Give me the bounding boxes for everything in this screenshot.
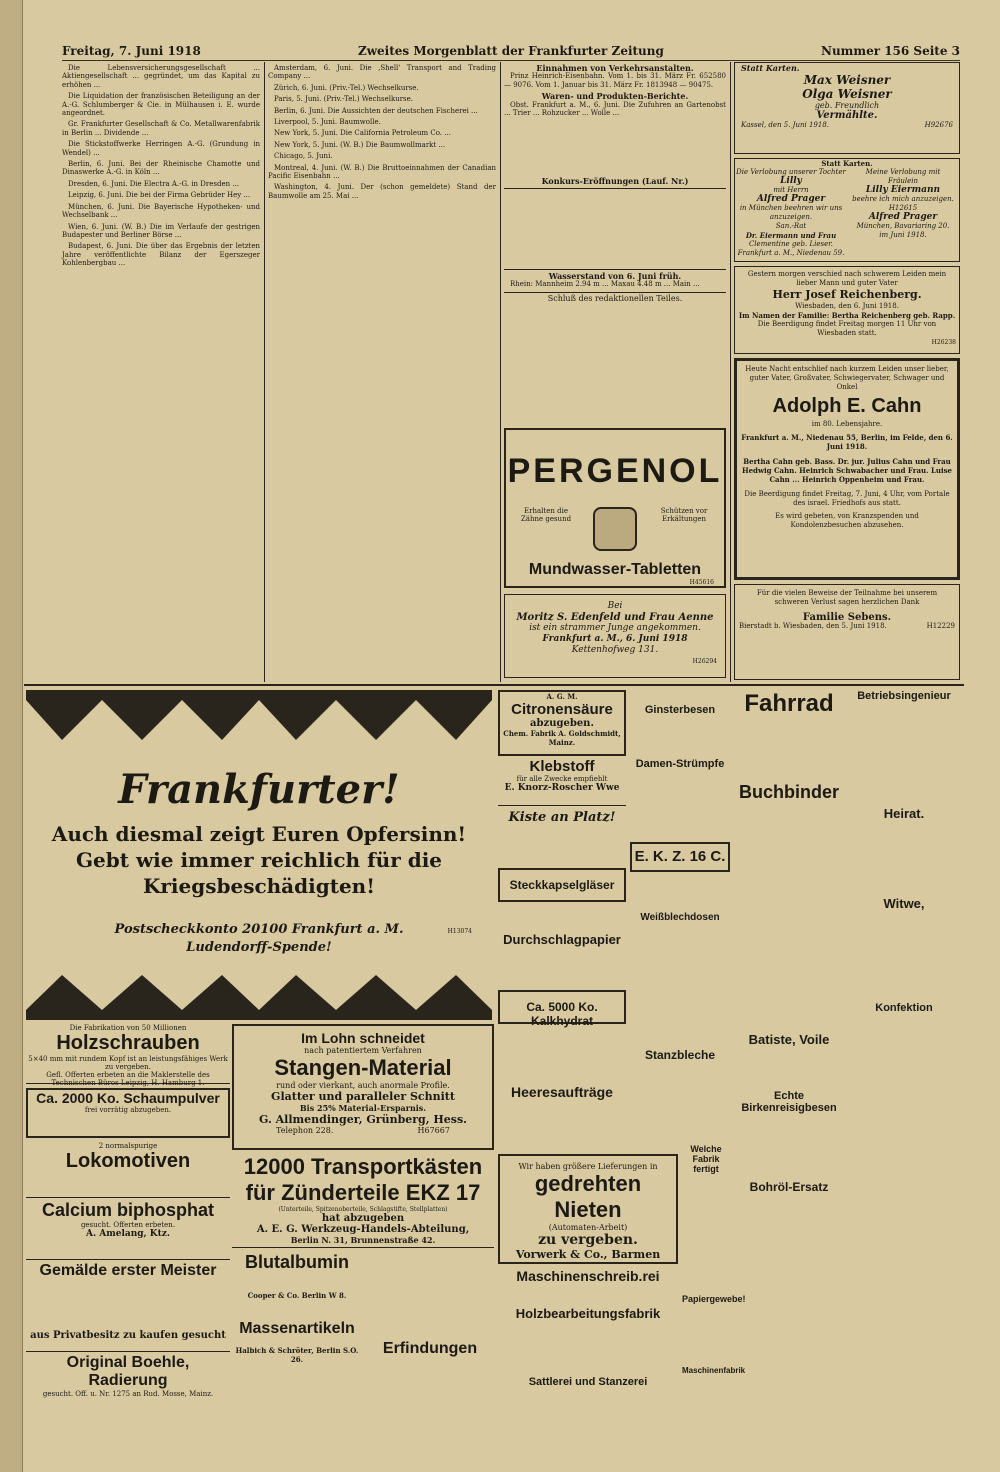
gemaelde-title: Gemälde erster Meister [39,1262,217,1279]
lohn-sub: nach patentiertem Verfahren [304,1046,422,1055]
ekz-title: E. K. Z. 16 C. [634,848,726,865]
citronen-sub: abzugeben. [530,718,594,729]
maschinenfabrik-title: Maschinenfabrik [682,1366,746,1375]
loko-title: Lokomotiven [65,1150,191,1172]
holzbearb-ad [498,1306,678,1330]
finance-item: Chicago, 5. Juni. [274,152,333,161]
kiste-title: Kiste an Platz! [508,810,616,825]
eng-right-7: im Juni 1918. [879,231,927,239]
konkurs-note: (Lauf. Nr.) [641,176,689,187]
sattlerei-title: Sattlerei und Stanzerei [528,1376,648,1388]
nieten-ad [498,1154,678,1264]
finance-item: New York, 5. Juni. (W. B.) Die Baumwollmarkt ... [274,140,446,149]
schaum-text: frei vorrätig abzugeben. [84,1106,172,1114]
konfektion-ad [848,1002,960,1022]
lohn-title: Im Lohn schneidet [301,1030,425,1046]
lokomotiven-ad [26,1142,230,1198]
finance-item: Dresden, 6. Juni. Die Electra A.-G. in Dresden ... [68,179,240,188]
birth-names: Moritz S. Edenfeld und Frau Aenne [516,612,714,623]
betrieb-title: Betriebsingenieur [857,690,951,702]
ginster-title: Ginsterbesen [644,704,716,716]
transport-l3: (Unterteile, Spitzenoberteile, Schlagstifte, Stellplatten) [278,1206,448,1213]
klebstoff-ad [498,758,626,806]
notices-column [504,64,726,424]
lohn-l1: rund oder vierkant, auch anormale Profile. [276,1081,450,1090]
kalk-ad [498,990,626,1028]
finance-item: München, 6. Juni. Die Bayerische Hypotheken- und Wechselbank ... [62,202,260,220]
batiste-title: Batiste, Voile [748,1032,830,1047]
birth-street: Kettenhofweg 131. [571,645,659,655]
pergenol-code: H45616 [689,579,714,586]
reichenberg-obituary [734,266,960,354]
calc-title: Calcium biphosphat [41,1200,214,1220]
finance-item: Die Liquidation der französischen Beteiligung an der A.-G. Schlumberger & Cie. in Mülhausen i. E. wurde angeordnet. [62,92,260,118]
heeres-title: Heeresaufträge [511,1084,613,1100]
holz-addr: Gefl. Offerten erbeten an die Maklerstelle des Technischen Büros Leipzig, H. Hamburg 1. [46,1071,210,1087]
sattlerei-ad [498,1376,678,1396]
boehle-text: gesucht. Off. u. Nr. 1275 an Rud. Mosse, Mainz. [42,1390,214,1398]
column-rule [500,62,501,682]
sebens-signature: Familie Sebens. [802,612,892,623]
statt-karten: Statt Karten. [741,63,800,73]
transport-l4: hat abzugeben [321,1213,405,1224]
finance-item: Budapest, 6. Juni. Die über das Ergebnis der letzten Jahre veröffentlichte Bilanz der Egerszeger Kohlenbergbau ... [62,242,260,268]
blut-title: Blutalbumin [245,1252,349,1272]
stanz-ad [630,1048,730,1074]
column-rule [264,62,265,682]
page-header [62,44,960,61]
erfindungen-ad [366,1340,494,1370]
stanz-title: Stanzbleche [644,1048,716,1062]
finance-item: Amsterdam, 6. Juni. Die ,Shell' Transport and Trading Company ... [268,64,496,81]
finance-column-2 [268,64,496,680]
finance-column-1 [62,64,260,680]
agm: A. G. M. [546,692,578,701]
obit-intro: Gestern morgen verschied nach schwerem Leiden mein lieber Mann und guter Vater [747,270,947,287]
wedding-code: H92676 [924,121,953,129]
obit-place: Wiesbaden, den 6. Juni 1918. [795,302,899,310]
massen-title: Massenartikeln [239,1320,355,1337]
eng-left-9: Frankfurt a. M., Niedenau 59. [737,249,845,257]
eng-left-1: Die Verlobung unserer Tochter [736,168,846,176]
klebstoff-title: Klebstoff [529,758,595,775]
transport-l1: 12000 Transportkästen [243,1154,483,1179]
transport-l6: Berlin N. 31, Brunnenstraße 42. [290,1235,436,1245]
schaumpulver-ad [26,1088,230,1138]
birken-ad [734,1090,844,1124]
amelang: A. Amelang, Ktz. [85,1229,171,1239]
lohn-firm: G. Allmendinger, Grünberg, Hess. [258,1113,468,1126]
weiss-title: Weißblechdosen [640,912,720,923]
holzbearb-title: Holzbearbeitungsfabrik [515,1306,661,1321]
eng-right-5: Alfred Prager [868,212,938,222]
finance-item: Berlin, 6. Juni. Die Aussichten der deutschen Fischerei ... [274,106,478,115]
nieten-l2: gedrehten Nieten [534,1171,642,1222]
eng-left-5: in München beehren wir uns anzuzeigen. [739,204,843,221]
obit-code: H26238 [931,339,956,346]
kalk-title: Ca. 5000 Ko. Kalkhydrat [526,1000,598,1028]
eng-right-1: Meine Verlobung mit [865,168,941,176]
massen-ad [232,1310,362,1370]
sebens-place: Bierstadt b. Wiesbaden, den 5. Juni 1918. [739,622,887,630]
goldschmidt: Chem. Fabrik A. Goldschmidt, Mainz. [503,729,621,747]
cahn-age: im 80. Lebensjahre. [811,420,883,428]
citronen-title: Citronensäure [511,701,613,718]
pergenol-ad [504,428,726,588]
steckkapsel-ad [498,868,626,902]
cahn-place: Frankfurt a. M., Niedenau 55, Berlin, im Felde, den 6. Juni 1918. [741,433,953,451]
sebens-intro: Für die vielen Beweise der Teilnahme bei unserem schweren Verlust sagen herzlichen Dank [756,589,938,606]
papier-title: Papiergewebe! [682,1294,746,1304]
schaum-title: Ca. 2000 Ko. Schaumpulver [36,1090,220,1106]
lohn-code: H67667 [417,1126,450,1135]
finance-item: Wien, 6. Juni. (W. B.) Die im Verlaufe der gestrigen Budapester und Berliner Börse ... [62,222,260,239]
einnahmen-text: Prinz Heinrich-Eisenbahn. Vom 1. bis 31. März Fr. 652580 — 9076. Vom 1. Januar bis 31. März Fr. 1813948 — 90475. [504,72,726,89]
adjacent-page-edge [0,0,23,1472]
finance-item: Zürich, 6. Juni. (Priv.-Tel.) Wechselkurse. [274,83,419,92]
eng-left-2: Lilly [780,176,802,186]
bohrol-ad [734,1180,844,1216]
lohn-ad [232,1024,494,1150]
privat-title: aus Privatbesitz zu kaufen gesucht [30,1330,226,1341]
frankfurter-code: H13074 [447,928,472,935]
kiste-ad [498,810,626,840]
frankfurter-line3: Kriegsbeschädigten! [143,874,375,898]
header-masthead: Zweites Morgenblatt der Frankfurter Zeitung [357,44,664,58]
lohn-tel: Telephon 228. [276,1126,334,1135]
lohn-l2: Glatter und paralleler Schnitt [271,1090,455,1103]
finance-item: Die Stickstoffwerke Herringen A.-G. (Grundung in Wendel) ... [62,140,260,157]
knorz: E. Knorz-Roscher Wwe [504,783,620,793]
pergenol-right: Schützen vor Erkältungen [660,507,708,523]
birken-title: Echte Birkenreisigbesen [741,1090,837,1114]
finance-item: Berlin, 6. Juni. Bei der Rheinische Chamotte und Dinaswerke A.-G. in Köln ... [62,160,260,177]
konkurs-heading: Konkurs-Eröffnungen [541,176,640,187]
obit-name: Herr Josef Reichenberg. [772,288,922,301]
einnahmen-heading: Einnahmen von Verkehrsanstalten. [536,63,694,73]
erfind-title: Erfindungen [382,1340,478,1357]
wasserstand-heading: Wasserstand von 6. Juni früh. [548,270,682,281]
header-date: Freitag, 7. Juni 1918 [62,44,201,58]
konfektion-title: Konfektion [875,1002,933,1014]
sebens-thanks [734,584,960,680]
eng-left-4: Alfred Prager [756,194,826,204]
birth-code: H26294 [692,658,717,665]
maschinen-title: Maschinenschreib.rei [516,1268,660,1284]
lohn-l3: Bis 25% Material-Ersparnis. [299,1103,427,1113]
witwe-title: Witwe, [883,896,925,911]
weiss-ad [630,912,730,932]
massen-firm: Halbich & Schröter, Berlin S.O. 26. [235,1346,359,1364]
bohrol-title: Bohröl-Ersatz [749,1180,829,1194]
cahn-note: Es wird gebeten, von Kranzspenden und Kondolenzbesuchen abzusehen. [775,512,919,529]
bride-maiden: geb. Freundlich [814,101,880,110]
nieten-l4: zu vergeben. [538,1232,638,1248]
ekz-ad [630,842,730,872]
cahn-intro: Heute Nacht entschlief nach kurzem Leiden unser lieber, guter Vater, Großvater, Schwiegervater, Schwager und Onkel [745,365,949,391]
klebstoff-sub: für alle Zwecke empfiehlt [516,775,608,783]
batiste-ad [734,1032,844,1068]
header-page-number: Nummer 156 Seite 3 [820,44,960,58]
boehle-ad [26,1354,230,1402]
calcium-ad [26,1200,230,1260]
pergenol-left: Erhalten die Zähne gesund [520,507,572,523]
nieten-firm: Vorwerk & Co., Barmen [515,1248,661,1261]
prager-engagement [734,158,960,262]
fabrik-title: Welche Fabrik fertigt [690,1144,722,1174]
steck-title: Steckkapselgläser [509,878,615,892]
frankfurter-line1: Auch diesmal zeigt Euren Opfersinn! [51,822,467,846]
column-rule [730,62,731,682]
cahn-signature: Bertha Cahn geb. Bass. Dr. jur. Julius Cahn und Frau Hedwig Cahn. Heinrich Schwabacher und Frau. Luise Cahn ... Heinrich Oppenheim und Frau. [741,457,953,484]
transport-l2: für Zünderteile EKZ 17 [245,1180,481,1205]
postcheck: Postscheckkonto 20100 Frankfurt a. M. [114,922,404,937]
finance-item: Liverpool, 5. Juni. Baumwolle. [274,118,381,127]
finance-item: Leipzig, 6. Juni. Die bei der Firma Gebrüder Hey ... [68,191,251,200]
buchbinder-title: Buchbinder [738,782,839,802]
finance-item: Washington, 4. Juni. Der (schon gemeldete) Stand der Baumwolle am 25. Mai ... [268,183,496,200]
transport-ad [232,1154,494,1248]
eng-code: H12615 [888,204,918,212]
heeres-ad [498,1084,626,1114]
lohn-main: Stangen-Material [274,1055,452,1080]
durchschlag-ad [498,932,626,966]
damen-ad [630,758,730,788]
witwe-ad [848,896,960,918]
cahn-obituary [734,358,960,580]
eng-left-7: Dr. Eiermann und Frau [745,231,837,240]
obit-burial: Die Beerdigung findet Freitag morgen 11 Uhr von Wiesbaden statt. [757,320,937,337]
birth-announcement [504,594,726,678]
blutalbumin-ad [232,1252,362,1308]
loko-top: 2 normalspurige [98,1142,158,1150]
zigzag-top-icon [26,690,492,750]
eng-right-2: Fräulein [887,177,918,185]
pergenol-brand: PERGENOL [507,452,723,490]
finance-item: Gr. Frankfurter Gesellschaft & Co. Metallwarenfabrik in Berlin ... Dividende ... [62,120,260,137]
holzschrauben-ad [26,1024,230,1087]
eng-left-6: San.-Rat [775,222,807,230]
birth-line3: ist ein strammer Junge angekommen. [529,623,701,633]
sebens-code: H12229 [926,622,955,630]
eng-left-3: mit Herrn [773,186,809,194]
blut-firm: Cooper & Co. Berlin W 8. [247,1291,347,1300]
eng-right-3: Lilly Eiermann [865,185,941,195]
damen-title: Damen-Strümpfe [635,758,725,770]
weisner-wedding [734,62,960,154]
finance-item: Die Lebensversicherungsgesellschaft ... Aktiengesellschaft ... gegründet, um das Kapital zu erhöhen ... [62,64,260,89]
boehle-title: Original Boehle, Radierung [66,1354,190,1389]
waren-text: Obst. Frankfurt a. M., 6. Juni. Die Zufuhren an Gartenobst ... Trier ... Rohzucker ... Wolle ... [504,100,726,118]
obit-signature: Im Namen der Familie: Bertha Reichenberg geb. Rapp. [738,311,956,320]
calc-text: gesucht. Offerten erbeten. [80,1221,176,1229]
fahrrad-ad [734,690,844,730]
bride-name: Olga Weisner [802,87,892,101]
citronen-ad [498,690,626,756]
betrieb-ad [848,690,960,716]
waren-heading: Waren- und Produkten-Berichte. [541,91,689,102]
frankfurter-line2: Gebt wie immer reichlich für die [75,848,443,872]
durch-title: Durchschlagpapier [503,932,621,947]
ludendorff-ad [26,690,492,1020]
heirat-title: Heirat. [883,806,925,821]
eng-left-8: Clementine geb. Lieser. [748,240,834,248]
cahn-burial: Die Beerdigung findet Freitag, 7. Juni, 4 Uhr, vom Portale des israel. Friedhofs aus statt. [744,490,950,507]
end-editorial: Schluß des redaktionellen Teiles. [504,292,726,303]
buchbinder-ad [734,782,844,812]
vermaehlte: Vermählte. [816,110,878,121]
eng-right-4: beehre ich mich anzuzeigen. [852,195,954,203]
fahrrad-title: Fahrrad [744,690,834,717]
finance-item: Paris, 5. Juni. (Priv.-Tel.) Wechselkurse. [274,95,414,104]
section-divider [24,684,964,686]
maschinen-ad [498,1268,678,1292]
holz-title: Holzschrauben [56,1032,200,1054]
birth-line1: Bei [607,601,623,611]
heirat-ad [848,806,960,828]
wasserstand-text: Rhein: Mannheim 2.94 m ... Maxau 4.48 m ... Main ... [510,280,700,289]
eng-right-6: München, Bavariaring 20. [856,222,950,230]
transport-l5: A. E. G. Werkzeug-Handels-Abteilung, [256,1224,470,1235]
groom-name: Max Weisner [803,73,891,87]
bottle-icon [593,507,637,551]
zigzag-bottom-icon [26,970,492,1020]
wedding-place: Kassel, den 5. Juni 1918. [741,121,830,129]
holz-top: Die Fabrikation von 50 Millionen [69,1024,187,1032]
gemaelde-ad [26,1262,230,1352]
konkurs-table [504,188,726,270]
cahn-name: Adolph E. Cahn [772,395,922,417]
pergenol-product: Mundwasser-Tabletten [528,561,702,578]
birth-place: Frankfurt a. M., 6. Juni 1918 [542,634,688,644]
nieten-l1: Wir haben größere Lieferungen in [518,1162,658,1171]
frankfurter-title: Frankfurter! [118,766,400,813]
fabrik-ad [682,1144,730,1174]
ginster-ad [630,704,730,724]
statt-karten-2: Statt Karten. [821,159,873,168]
finance-item: New York, 5. Juni. Die California Petroleum Co. ... [274,129,451,138]
nieten-l3: (Automaten-Arbeit) [548,1223,628,1232]
maschinenfabrik-ad [682,1366,746,1396]
finance-item: Montreal, 4. Juni. (W. B.) Die Bruttoeinnahmen der Canadian Pacific Eisenbahn ... [268,163,496,181]
ludendorff-spende: Ludendorff-Spende! [186,940,332,955]
papier-ad [682,1294,746,1324]
holz-text: 5×40 mm mit rundem Kopf ist an leistungsfähiges Werk zu vergeben. [28,1055,228,1071]
